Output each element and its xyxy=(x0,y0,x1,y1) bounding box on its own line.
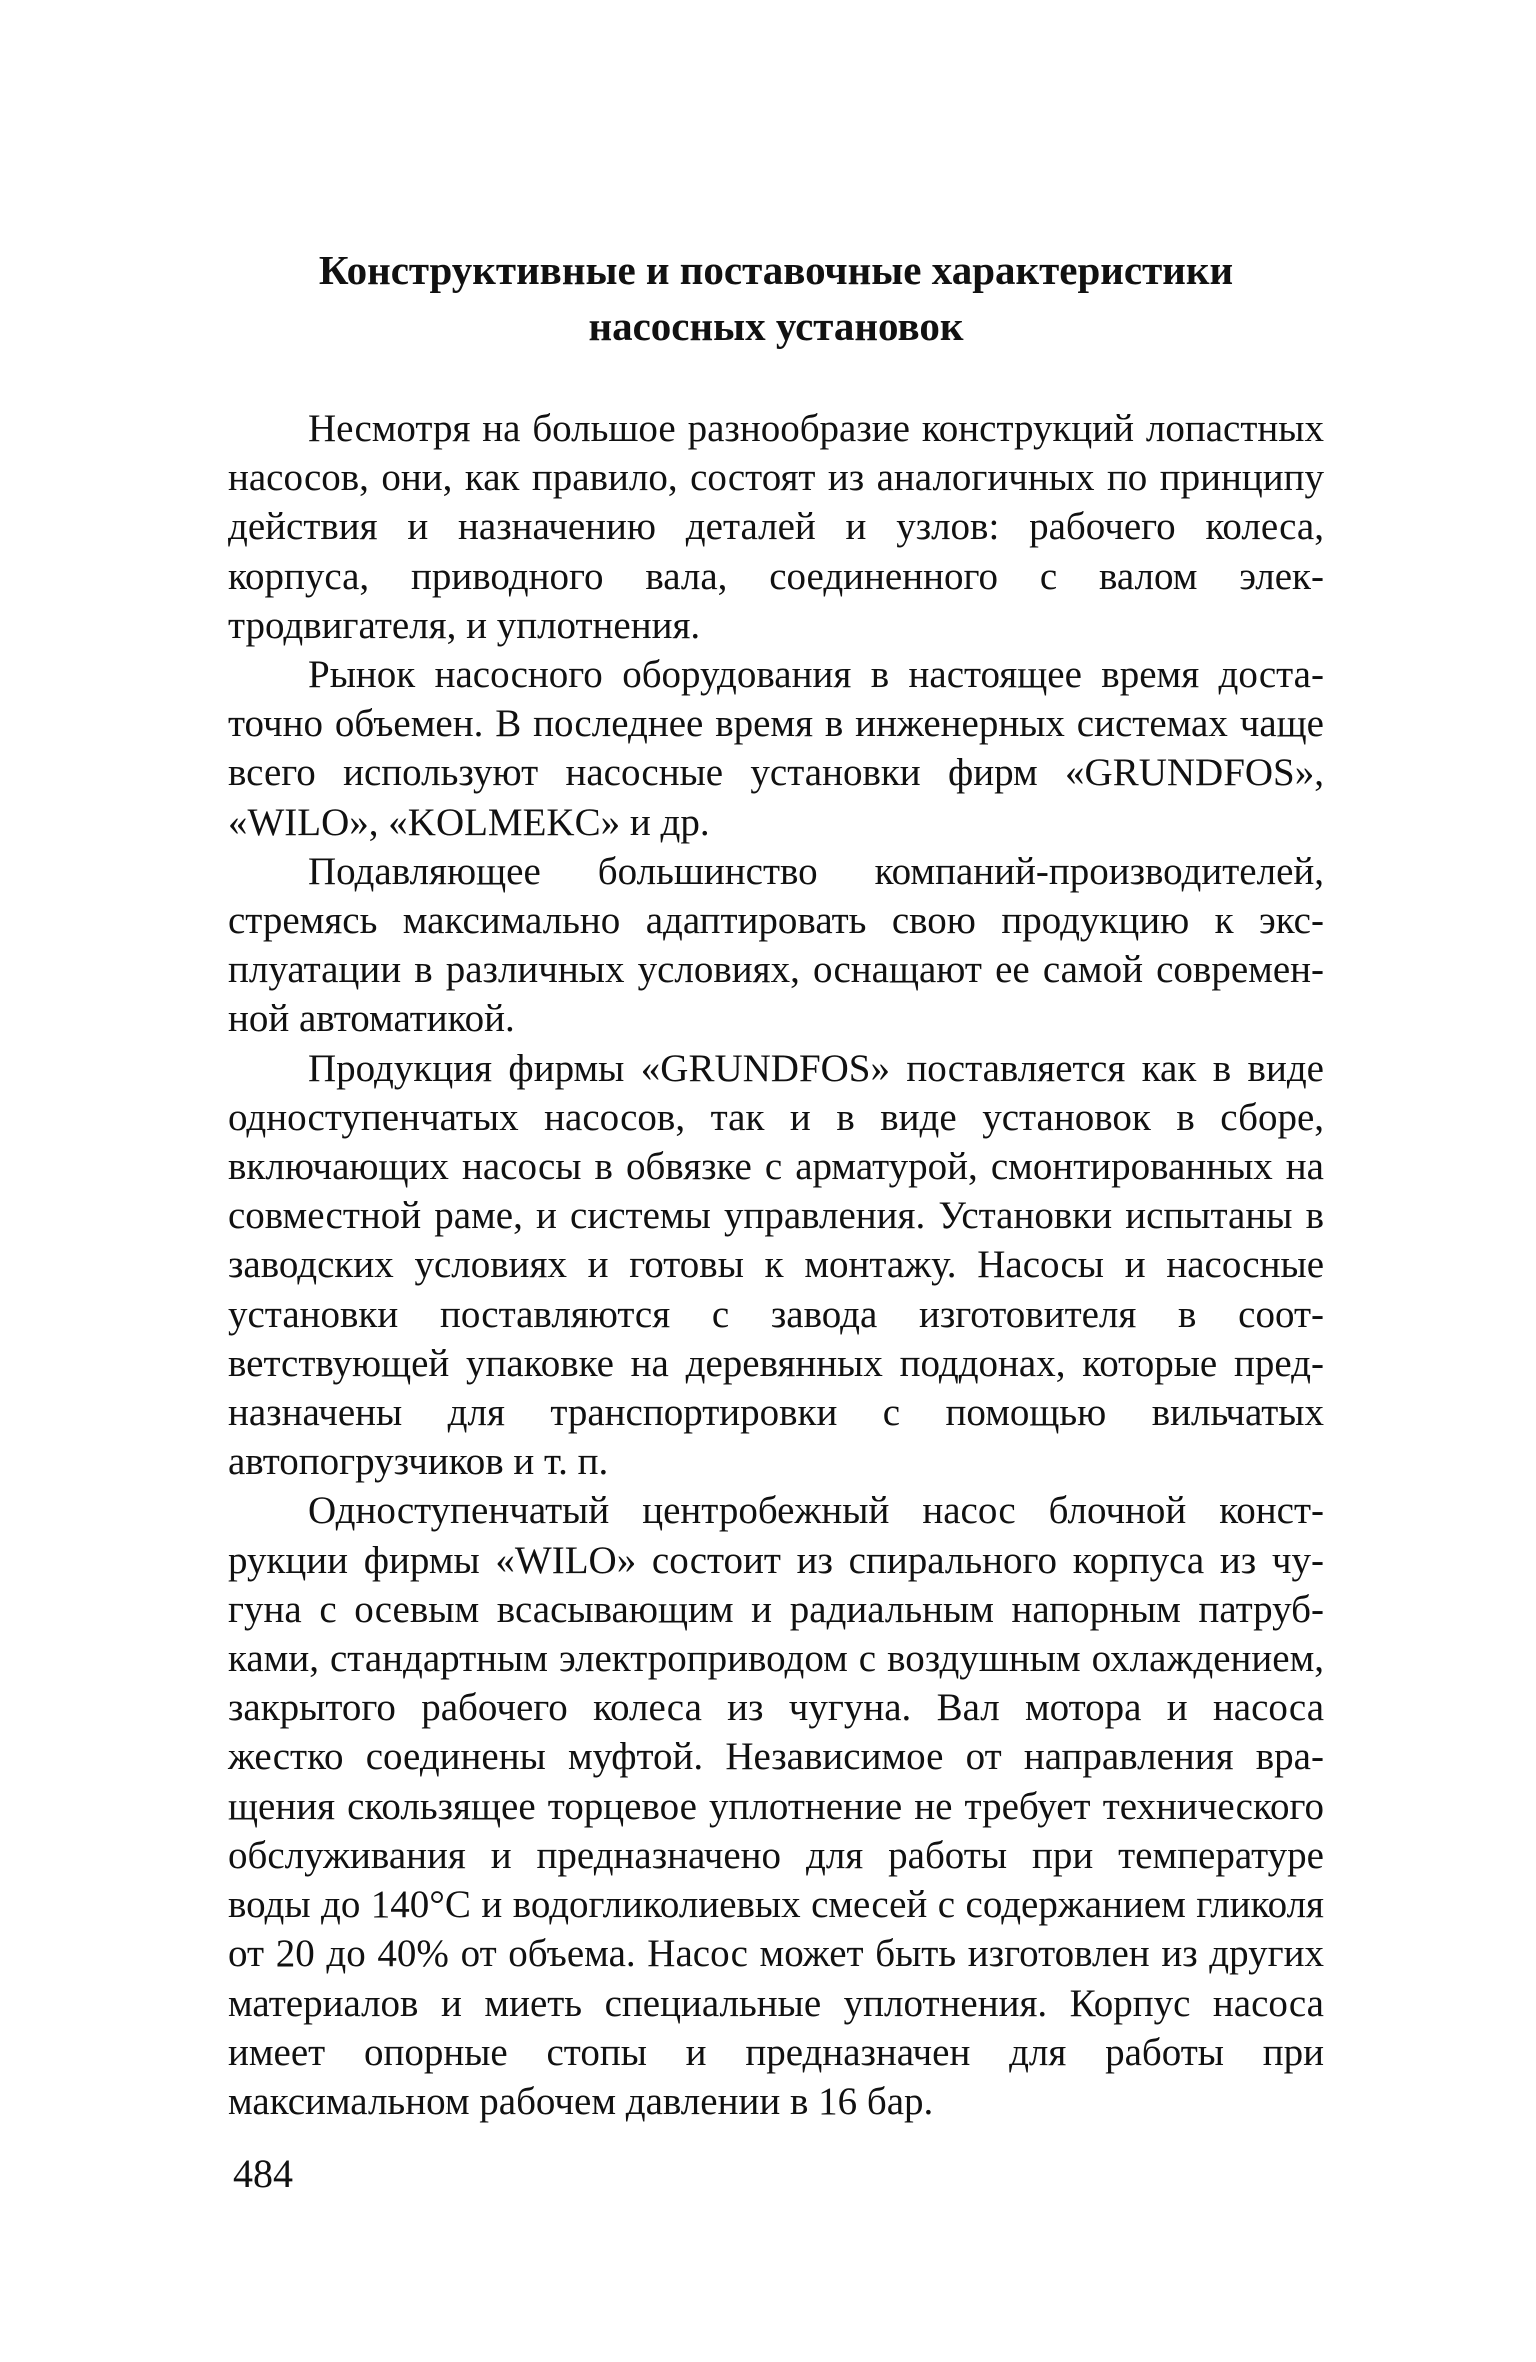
body-text xyxy=(228,404,1324,2126)
section-title-line-1: Конструктивные и поставочные характеристики xyxy=(318,247,1234,293)
paragraph: Несмотря на большое разнообразие конструкций лопастных насосов, они, как правило, состоят из аналогичных по принципу действия и назначению деталей и узлов: рабочего колеса, корпуса, приводного вала, соединенного с валом электродвигателя, и уплотнения. xyxy=(228,407,1324,647)
paragraph: Одноступенчатый центробежный насос блочной конструкции фирмы «WILO» состоит из спирального корпуса из чугуна с осевым всасывающим и радиальным напорным патрубками, стандартным электроприводом с воздушным охлаждением, закрытого рабочего колеса из чугуна. Вал мотора и насоса жестко соединены муфтой. Независимое от направления вращения скользящее торцевое уплотнение не требует технического обслуживания и предназначено для работы при температуре воды до 140°С и водогликолиевых смесей с содержанием гликоля от 20 до 40% от объема. Насос может быть изготовлен из других материалов и миеть специальные уплотнения. Корпус насоса имеет опорные стопы и предназначен для работы при максимальном рабочем давлении в 16 бар. xyxy=(228,1489,1324,2123)
section-title xyxy=(228,242,1324,354)
paragraph: Подавляющее большинство компаний-производителей, стремясь максимально адаптировать свою продукцию к эксплуатации в различных условиях, оснащают ее самой современной автоматикой. xyxy=(228,849,1324,1041)
paragraph: Рынок насосного оборудования в настоящее время достаточно объемен. В последнее время в инженерных системах чаще всего используют насосные установки фирм «GRUNDFOS», «WILO», «KOLMEKC» и др. xyxy=(228,653,1324,844)
paragraph: Продукция фирмы «GRUNDFOS» поставляется как в виде одноступенчатых насосов, так и в виде установок в сборе, включающих насосы в обвязке с арматурой, смонтированных на совместной раме, и системы управления. Установки испытаны в заводских условиях и готовы к монтажу. Насосы и насосные установки поставляются с завода изготовителя в соответствующей упаковке на деревянных поддонах, которые предназначены для транспортировки с помощью вильчатых автопогрузчиков и т. п. xyxy=(228,1046,1324,1484)
section-title-line-2: насосных установок xyxy=(588,303,964,349)
page-number: 484 xyxy=(233,2151,293,2196)
